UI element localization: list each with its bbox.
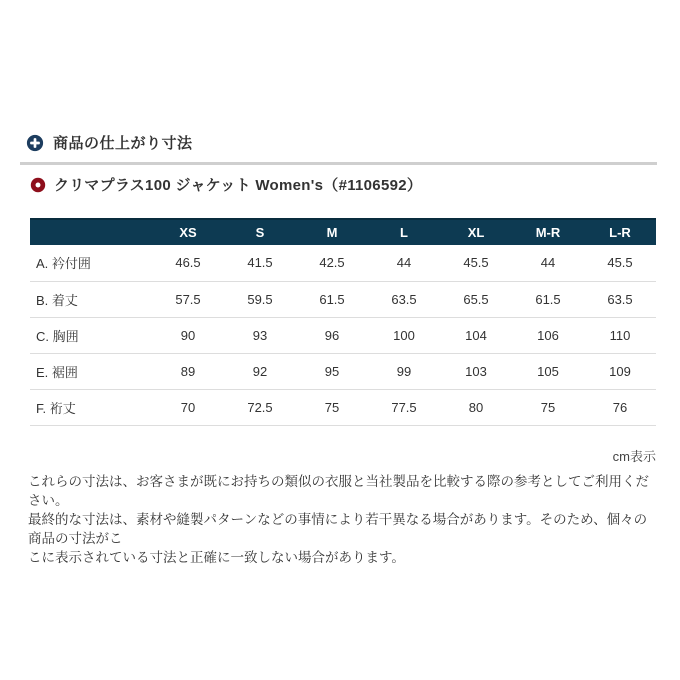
measurement-value: 103 (440, 353, 512, 389)
size-column-header: XS (152, 219, 224, 245)
measurement-value: 65.5 (440, 281, 512, 317)
size-column-header: L-R (584, 219, 656, 245)
table-row (30, 317, 656, 353)
unit-note: cm表示 (612, 449, 656, 464)
measurement-value: 59.5 (224, 281, 296, 317)
plus-circle-icon (26, 134, 44, 152)
size-chart-table (30, 218, 656, 426)
measurement-value: 46.5 (152, 245, 224, 281)
measurement-value: 63.5 (584, 281, 656, 317)
disclaimer-text (28, 472, 658, 567)
measurement-value: 76 (584, 389, 656, 425)
section-title: 商品の仕上がり寸法 (53, 135, 193, 152)
measurement-value: 44 (512, 245, 584, 281)
table-row (30, 353, 656, 389)
measurement-value: 70 (152, 389, 224, 425)
measurement-value: 45.5 (584, 245, 656, 281)
measurement-label: B. 着丈 (30, 281, 152, 317)
measurement-value: 95 (296, 353, 368, 389)
table-row (30, 389, 656, 425)
size-column-header: M-R (512, 219, 584, 245)
measurement-value: 41.5 (224, 245, 296, 281)
measurement-value: 90 (152, 317, 224, 353)
table-row (30, 245, 656, 281)
measurement-value: 106 (512, 317, 584, 353)
measurement-label: F. 裄丈 (30, 389, 152, 425)
measurement-value: 77.5 (368, 389, 440, 425)
measurement-label: C. 胸囲 (30, 317, 152, 353)
disclaimer-line: 最終的な寸法は、素材や縫製パターンなどの事情により若干異なる場合があります。そのため、個々の商品の寸法がこ (28, 512, 648, 546)
size-column-header: L (368, 219, 440, 245)
measurement-value: 75 (296, 389, 368, 425)
measurement-value: 61.5 (512, 281, 584, 317)
size-column-header-blank (30, 219, 152, 245)
measurement-value: 92 (224, 353, 296, 389)
measurement-value: 80 (440, 389, 512, 425)
disclaimer-line: これらの寸法は、お客さまが既にお持ちの類似の衣服と当社製品を比較する際の参考としてご利用ください。 (28, 474, 649, 508)
measurement-label: A. 衿付囲 (30, 245, 152, 281)
section-header (26, 132, 193, 153)
measurement-value: 57.5 (152, 281, 224, 317)
measurement-value: 93 (224, 317, 296, 353)
measurement-value: 100 (368, 317, 440, 353)
measurement-value: 63.5 (368, 281, 440, 317)
measurement-value: 75 (512, 389, 584, 425)
measurement-label: E. 裾囲 (30, 353, 152, 389)
measurement-value: 104 (440, 317, 512, 353)
size-column-header: M (296, 219, 368, 245)
measurement-value: 96 (296, 317, 368, 353)
disclaimer-line: こに表示されている寸法と正確に一致しない場合があります。 (28, 550, 405, 565)
measurement-value: 42.5 (296, 245, 368, 281)
measurement-value: 61.5 (296, 281, 368, 317)
measurement-value: 99 (368, 353, 440, 389)
measurement-value: 105 (512, 353, 584, 389)
size-table-header-row (30, 219, 656, 245)
measurement-value: 89 (152, 353, 224, 389)
measurement-value: 45.5 (440, 245, 512, 281)
product-header (30, 174, 422, 195)
table-row (30, 281, 656, 317)
measurement-value: 72.5 (224, 389, 296, 425)
measurement-value: 109 (584, 353, 656, 389)
measurement-value: 110 (584, 317, 656, 353)
size-column-header: S (224, 219, 296, 245)
section-divider (20, 162, 657, 165)
dot-circle-icon (30, 177, 46, 193)
size-column-header: XL (440, 219, 512, 245)
product-title: クリマプラス100 ジャケット Women's（#1106592） (54, 177, 423, 194)
measurement-value: 44 (368, 245, 440, 281)
